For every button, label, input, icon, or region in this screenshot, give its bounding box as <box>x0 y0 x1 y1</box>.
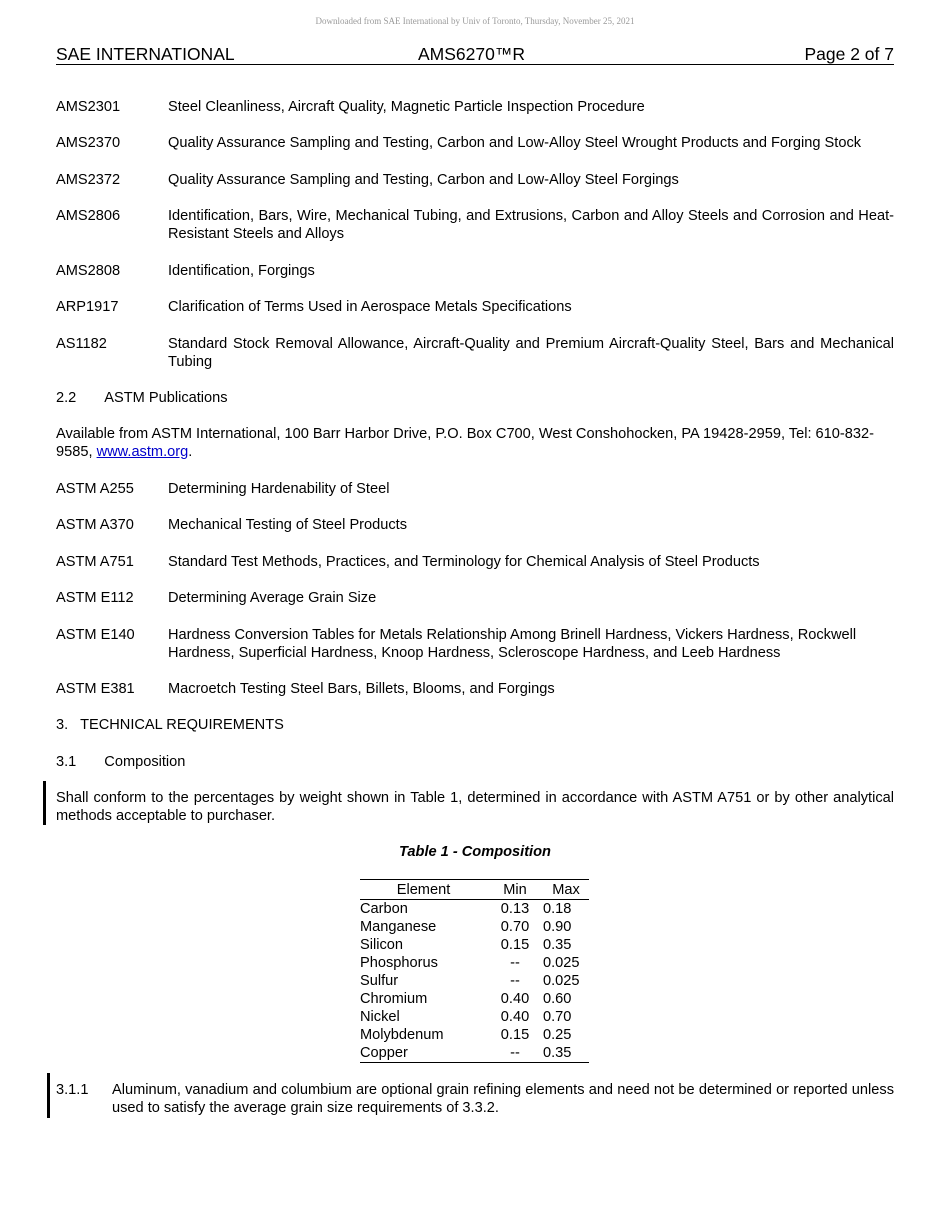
max-cell: 0.25 <box>543 1027 572 1043</box>
header-org: SAE INTERNATIONAL <box>56 44 235 64</box>
reference-code: ASTM A751 <box>56 554 134 570</box>
availability-text: Available from ASTM International, 100 Barr Harbor Drive, P.O. Box C700, West Conshohocken, PA 19428-2959, Tel: 610-832-9585, <box>56 426 874 460</box>
reference-description: Determining Average Grain Size <box>168 590 377 606</box>
reference-item <box>56 134 894 152</box>
section-heading-astm <box>56 389 894 407</box>
table-row <box>360 990 589 1008</box>
reference-code: AS1182 <box>56 336 107 352</box>
change-bar <box>43 781 46 825</box>
availability-period: . <box>188 444 193 460</box>
element-cell: Molybdenum <box>360 1027 444 1043</box>
max-cell: 0.35 <box>543 1045 572 1061</box>
min-cell: 0.15 <box>500 937 530 953</box>
table-row <box>360 936 589 954</box>
reference-code: ASTM E381 <box>56 681 135 697</box>
column-header: Min <box>487 880 543 900</box>
reference-item <box>56 516 894 534</box>
min-cell: 0.40 <box>500 991 530 1007</box>
composition-paragraph: Shall conform to the percentages by weight shown in Table 1, determined in accordance with ASTM A751 or by other analytical methods acceptable to purchaser. <box>56 790 894 824</box>
max-cell: 0.025 <box>543 955 580 971</box>
reference-code: AMS2372 <box>56 172 121 188</box>
reference-code: AMS2808 <box>56 263 121 279</box>
reference-item <box>56 480 894 498</box>
reference-description: Quality Assurance Sampling and Testing, Carbon and Low-Alloy Steel Forgings <box>168 172 679 188</box>
table-row <box>360 1026 589 1044</box>
min-cell: 0.15 <box>500 1027 530 1043</box>
reference-code: ASTM E112 <box>56 590 134 606</box>
reference-description: Steel Cleanliness, Aircraft Quality, Magnetic Particle Inspection Procedure <box>168 99 645 115</box>
element-cell: Nickel <box>360 1009 400 1025</box>
change-bar <box>47 1073 50 1118</box>
reference-description: Determining Hardenability of Steel <box>168 481 390 497</box>
subsection-number: 3.1.1 <box>56 1082 89 1098</box>
reference-description: Mechanical Testing of Steel Products <box>168 517 408 533</box>
column-header: Max <box>543 880 589 900</box>
subsection-3-1-1 <box>56 1081 894 1117</box>
reference-item <box>56 553 894 571</box>
reference-description: Identification, Forgings <box>168 263 315 279</box>
max-cell: 0.60 <box>543 991 572 1007</box>
max-cell: 0.18 <box>543 901 572 917</box>
element-cell: Chromium <box>360 991 428 1007</box>
composition-table <box>360 879 589 1063</box>
reference-item <box>56 626 894 662</box>
header-doc-number: AMS6270™R <box>418 44 525 64</box>
reference-code: ASTM A370 <box>56 517 134 533</box>
section-heading-composition <box>56 753 894 771</box>
reference-code: ASTM E140 <box>56 627 135 643</box>
download-note: Downloaded from SAE International by Univ of Toronto, Thursday, November 25, 2021 <box>315 16 635 26</box>
section-number: 3.1 <box>56 754 77 770</box>
max-cell: 0.35 <box>543 937 572 953</box>
section-title: Composition <box>104 754 186 770</box>
table-row <box>360 1044 589 1063</box>
table-row <box>360 918 589 936</box>
reference-description: Clarification of Terms Used in Aerospace Metals Specifications <box>168 299 572 315</box>
table-row <box>360 972 589 990</box>
section-number: 2.2 <box>56 390 77 406</box>
min-cell: -- <box>510 1045 520 1061</box>
section-heading-technical: 3. TECHNICAL REQUIREMENTS <box>56 717 284 733</box>
table-row <box>360 1008 589 1026</box>
reference-code: ASTM A255 <box>56 481 134 497</box>
reference-description: Macroetch Testing Steel Bars, Billets, Blooms, and Forgings <box>168 681 555 697</box>
astm-availability <box>56 425 894 461</box>
header-page-number: Page 2 of 7 <box>804 44 894 64</box>
element-cell: Carbon <box>360 901 408 917</box>
reference-item <box>56 262 894 280</box>
min-cell: -- <box>510 973 520 989</box>
max-cell: 0.025 <box>543 973 580 989</box>
element-cell: Copper <box>360 1045 408 1061</box>
column-header: Element <box>360 880 487 900</box>
subsection-text: Aluminum, vanadium and columbium are optional grain refining elements and need not be determined or reported unless used to satisfy the average grain size requirements of 3.3.2. <box>112 1082 894 1116</box>
element-cell: Phosphorus <box>360 955 438 971</box>
min-cell: 0.13 <box>500 901 530 917</box>
reference-item <box>56 589 894 607</box>
min-cell: 0.40 <box>500 1009 530 1025</box>
reference-code: AMS2806 <box>56 208 121 224</box>
reference-description: Standard Test Methods, Practices, and Terminology for Chemical Analysis of Steel Products <box>168 554 760 570</box>
table-header-row <box>360 880 589 900</box>
table-row <box>360 954 589 972</box>
reference-item <box>56 680 894 698</box>
element-cell: Silicon <box>360 937 403 953</box>
reference-description: Quality Assurance Sampling and Testing, Carbon and Low-Alloy Steel Wrought Products and Forging Stock <box>168 135 862 151</box>
section-title: ASTM Publications <box>104 390 228 406</box>
reference-code: ARP1917 <box>56 299 119 315</box>
reference-code: AMS2301 <box>56 99 121 115</box>
reference-item <box>56 98 894 116</box>
reference-code: AMS2370 <box>56 135 121 151</box>
min-cell: 0.70 <box>500 919 530 935</box>
max-cell: 0.90 <box>543 919 572 935</box>
astm-website-link[interactable]: www.astm.org <box>96 444 189 460</box>
table-caption: Table 1 - Composition <box>399 844 551 860</box>
table-row <box>360 900 589 919</box>
element-cell: Sulfur <box>360 973 399 989</box>
reference-description: Identification, Bars, Wire, Mechanical Tubing, and Extrusions, Carbon and Alloy Steels and Corrosion and Heat-Resistant Steels and Alloys <box>168 208 894 242</box>
reference-item <box>56 335 894 371</box>
reference-item <box>56 298 894 316</box>
reference-item <box>56 171 894 189</box>
max-cell: 0.70 <box>543 1009 572 1025</box>
page-header <box>56 44 894 65</box>
min-cell: -- <box>510 955 520 971</box>
reference-item <box>56 207 894 243</box>
reference-description: Standard Stock Removal Allowance, Aircraft-Quality and Premium Aircraft-Quality Steel, Bars and Mechanical Tubing <box>168 336 894 370</box>
reference-description: Hardness Conversion Tables for Metals Relationship Among Brinell Hardness, Vickers Hardness, Rockwell Hardness, Superficial Hardness, Knoop Hardness, Scleroscope Hardness, and Leeb Hardness <box>168 627 857 661</box>
element-cell: Manganese <box>360 919 437 935</box>
